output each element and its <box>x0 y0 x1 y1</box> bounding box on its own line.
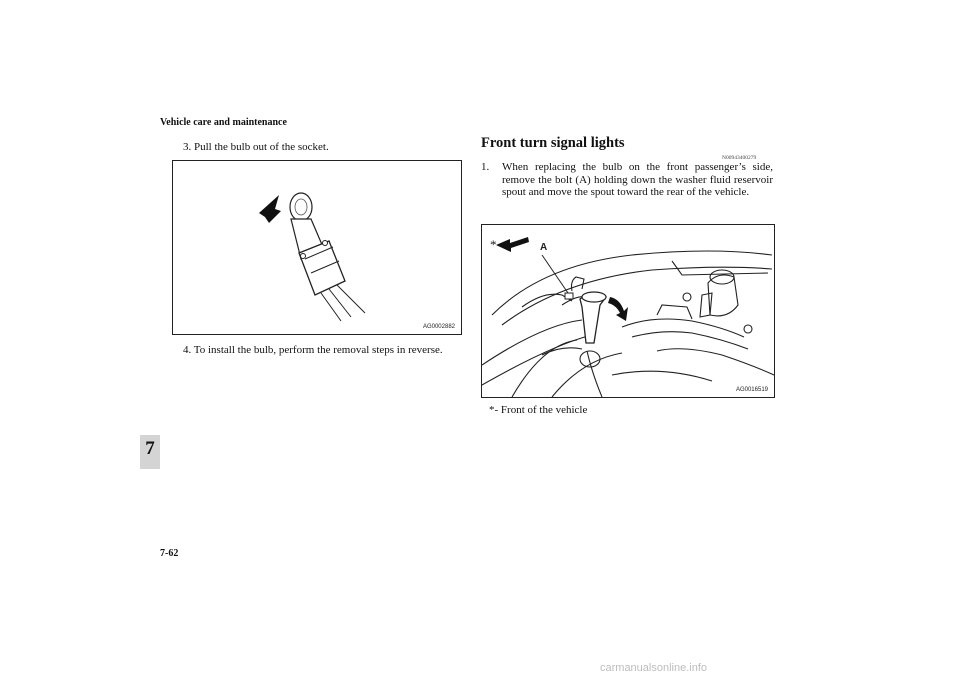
section-title: Front turn signal lights <box>481 135 625 151</box>
section-code: N00943400279 <box>722 155 757 161</box>
bulb-illustration <box>173 161 461 334</box>
figure-caption: *- Front of the vehicle <box>489 404 588 416</box>
bolt-a-label: A <box>540 242 548 253</box>
figure-code: AG0002882 <box>422 324 455 330</box>
site-watermark: carmanualsonline.info <box>600 662 708 674</box>
section-header: Vehicle care and maintenance <box>160 117 287 128</box>
engine-bay-illustration <box>482 225 774 397</box>
washer-spout-figure <box>481 224 775 398</box>
page-number: 7-62 <box>160 548 179 559</box>
step-body: When replacing the bulb on the front passenger’s side, remove the bolt (A) holding down the washer fluid reservoir spout and move the spout toward the rear of the vehicle. <box>502 161 773 198</box>
step-3-text: 3. Pull the bulb out of the socket. <box>183 141 329 153</box>
figure-code: AG0016519 <box>735 387 768 393</box>
chapter-number: 7 <box>145 438 155 459</box>
step-1-text <box>481 161 773 199</box>
bulb-removal-figure <box>172 160 462 335</box>
step-4-text: 4. To install the bulb, perform the removal steps in reverse. <box>183 344 443 356</box>
step-number: 1. <box>481 161 490 173</box>
front-star-label: * <box>490 237 497 252</box>
